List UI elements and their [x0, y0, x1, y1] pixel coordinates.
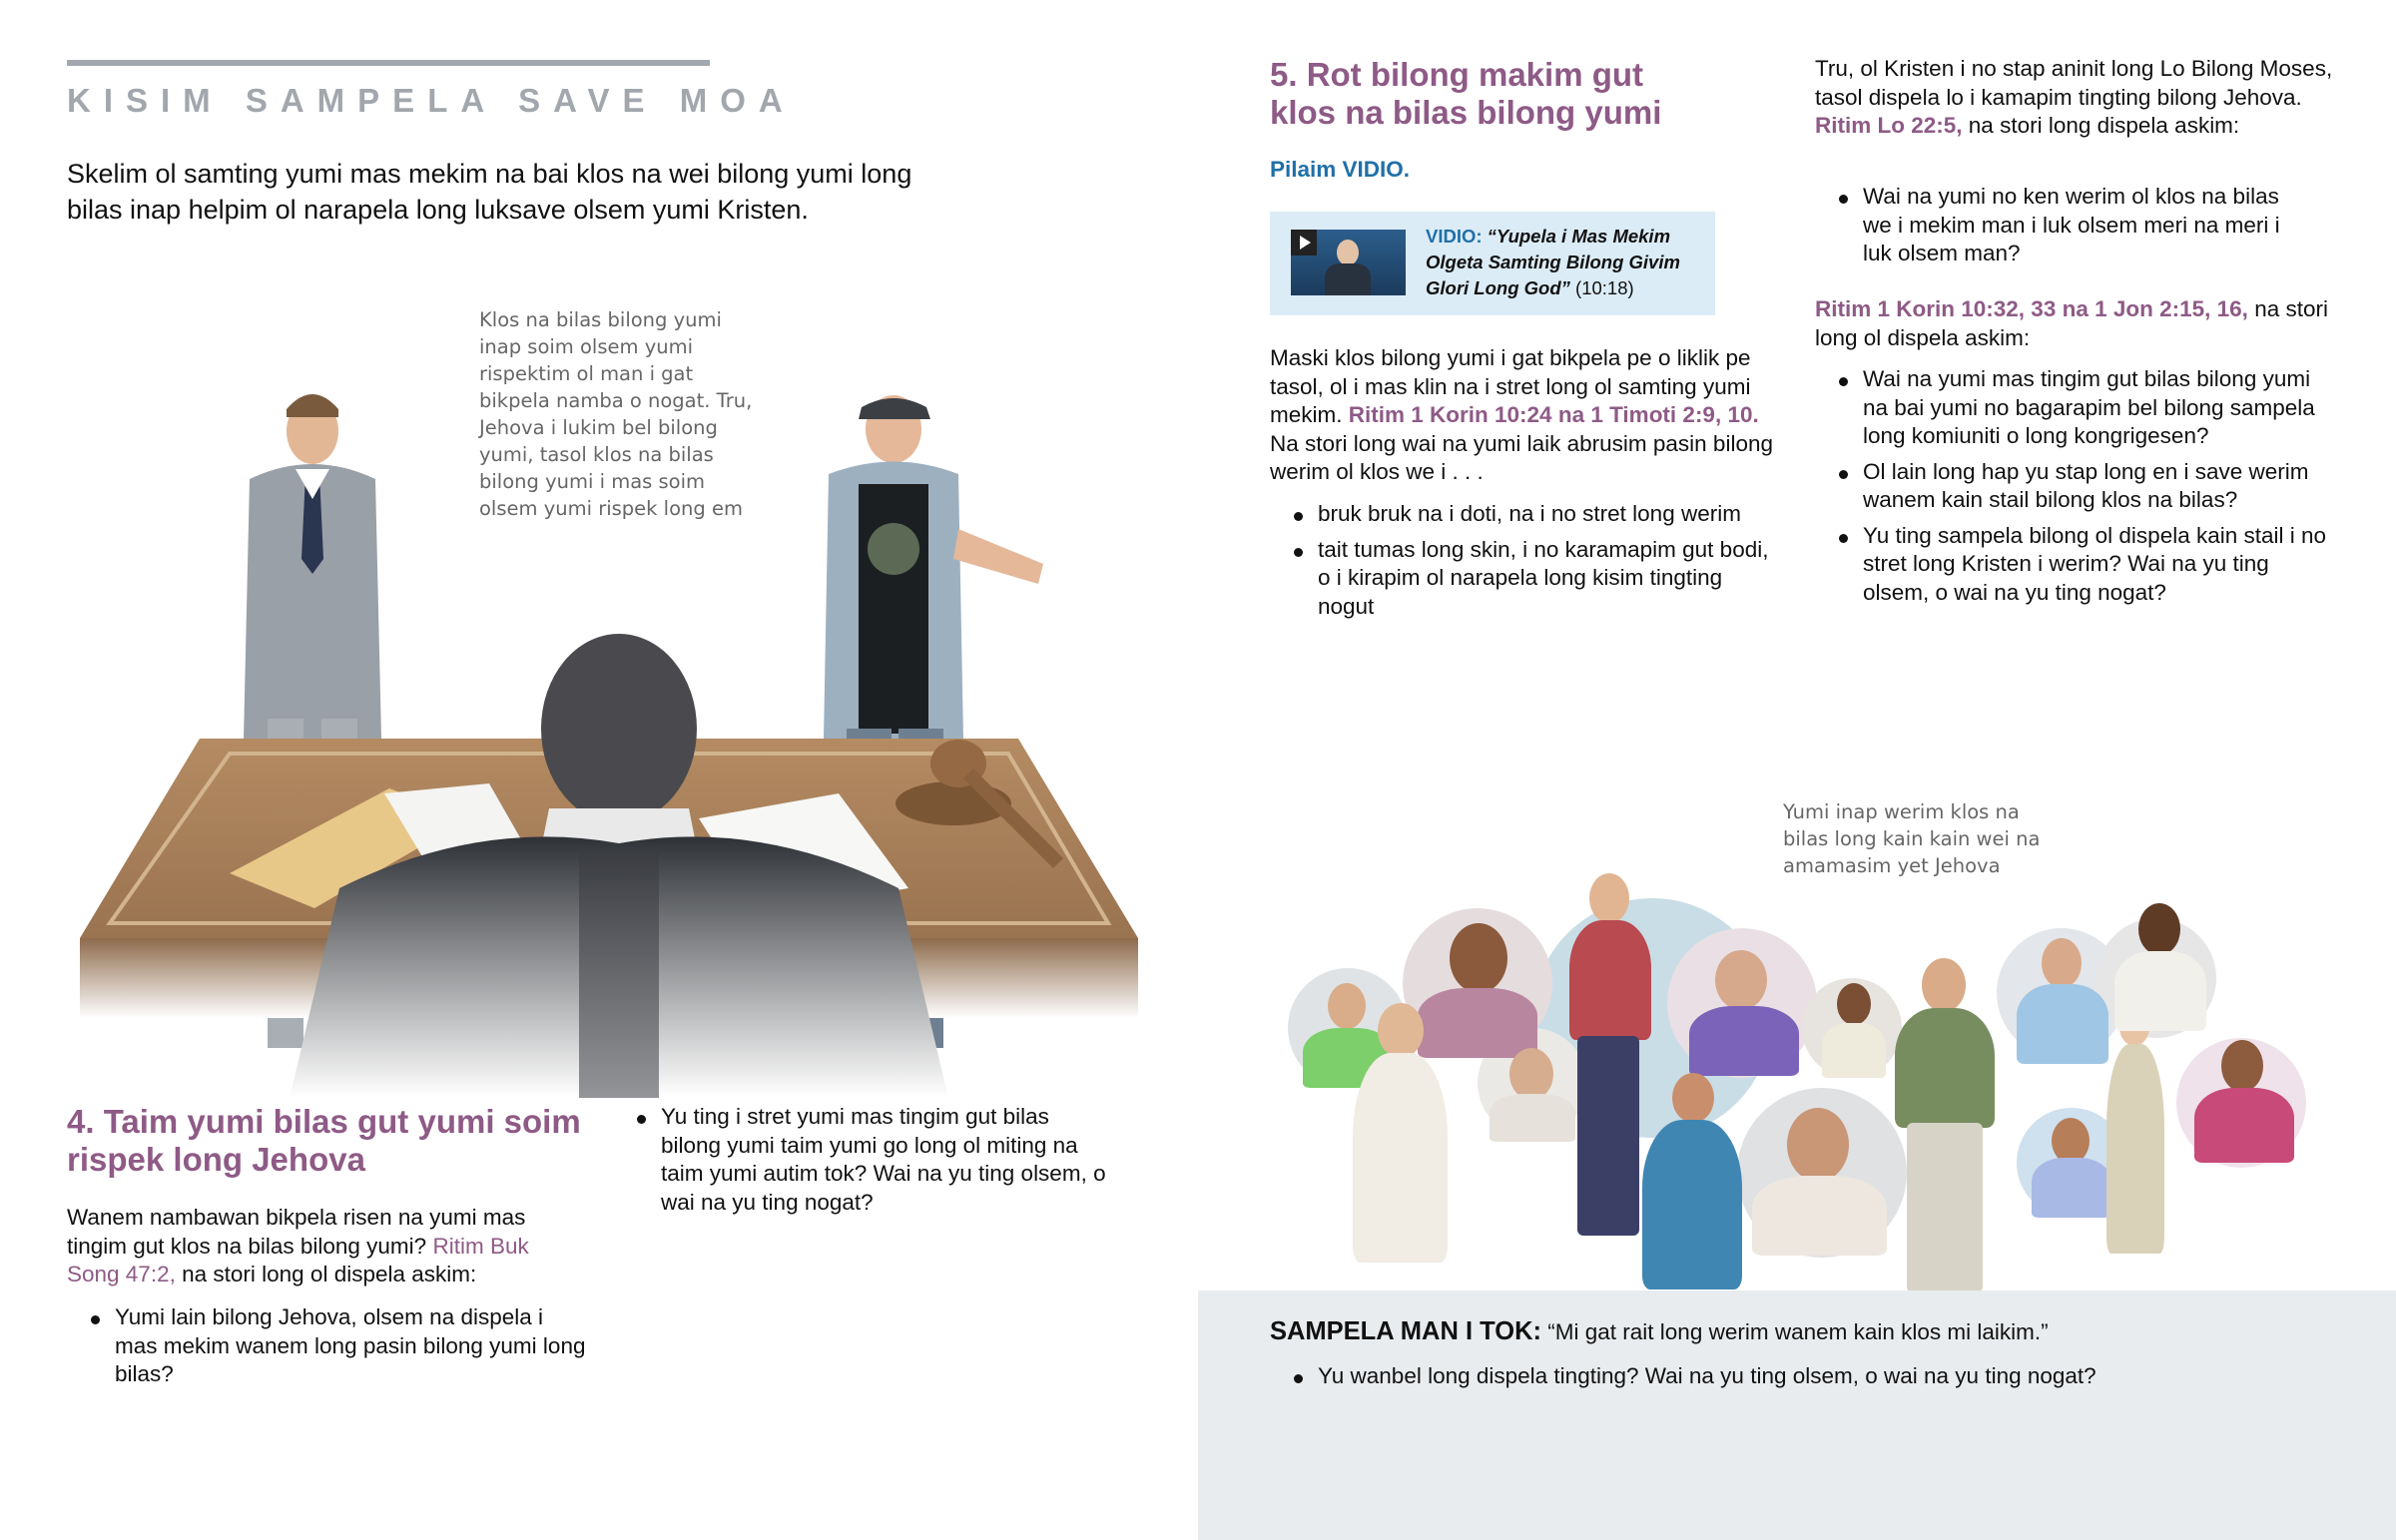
person — [1589, 873, 1629, 923]
person — [1787, 1108, 1849, 1182]
section5-paragraph1 — [1270, 344, 1775, 487]
person — [2138, 903, 2180, 955]
section5-scripture-ref3[interactable]: Ritim 1 Korin 10:32, 33 na 1 Jon 2:15, 16, — [1815, 296, 2248, 321]
person — [2106, 1044, 2164, 1254]
person — [2221, 1040, 2263, 1092]
person — [1642, 1120, 1742, 1289]
list-item: tait tumas long skin, i no karamapim gut bodi, o i kirapim ol narapela long kisim tingting nogut — [1270, 536, 1775, 622]
person — [2114, 951, 2206, 1031]
people-illustration — [1278, 858, 2326, 1292]
section4-questions-right — [613, 1103, 1112, 1217]
person — [1907, 1123, 1983, 1292]
person — [1353, 1053, 1448, 1263]
section4-scripture-ref[interactable]: Ritim Buk Song 47:2, — [67, 1233, 529, 1286]
play-icon[interactable] — [1291, 230, 1317, 256]
section-kicker: KISIM SAMPELA SAVE MOA — [67, 82, 796, 119]
play-video-instruction: Pilaim VIDIO. — [1270, 157, 1411, 182]
person — [1689, 1006, 1799, 1076]
list-item: Yu ting i stret yumi mas tingim gut bilas bilong yumi taim yumi go long ol miting na taim yumi autim tok? Wai na yu ting olsem, o wai na yu ting nogat? — [613, 1103, 1112, 1217]
person — [1922, 958, 1966, 1012]
section5-paragraph1-text-end: Na stori long wai na yumi laik abrusim pasin bilong werim ol klos we i . . . — [1270, 430, 1773, 484]
list-item: Wai na yumi no ken werim ol klos na bilas we i mekim man i luk olsem meri na meri i luk olsem man? — [1815, 183, 2284, 268]
section5-paragraph1-text: Maski klos bilong yumi i gat bikpela pe o liklik pe tasol, ol i mas klin na i stret long ol samting yumi mekim. — [1270, 345, 1751, 427]
list-item: Wai na yumi mas tingim gut bilas bilong yumi na bai yumi no bagarapim bel bilong sampela long komiuniti o long kongrigesen? — [1815, 365, 2334, 451]
video-thumbnail[interactable] — [1291, 230, 1406, 295]
list-item: Ol lain long hap yu stap long en i save werim wanem kain stail bilong klos na bilas? — [1815, 458, 2334, 515]
example-label: SAMPELA MAN I TOK: — [1270, 1317, 1541, 1345]
section5-list1 — [1270, 500, 1775, 621]
person — [1837, 983, 1871, 1025]
person — [2042, 938, 2082, 988]
person — [1895, 1008, 1995, 1128]
video-duration: (10:18) — [1575, 277, 1634, 298]
section5-scripture-ref2[interactable]: Ritim Lo 22:5, — [1815, 113, 1963, 138]
video-info — [1426, 224, 1705, 301]
example-questions — [1270, 1362, 2368, 1391]
section4-paragraph — [67, 1204, 586, 1289]
example-statement — [1270, 1316, 2368, 1347]
section5-paragraph2-text-end: na stori long dispela askim: — [1968, 113, 2240, 138]
person — [1672, 1073, 1714, 1123]
section4-paragraph-text-end: na stori long ol dispela askim: — [182, 1262, 477, 1286]
section5-scripture-ref1[interactable]: Ritim 1 Korin 10:24 na 1 Timoti 2:9, 10. — [1348, 402, 1759, 427]
section4-questions-left — [67, 1303, 586, 1389]
intro-text: Skelim ol samting yumi mas mekim na bai klos na wei bilong yumi long bilas inap helpim ol narapela long luksave olsem yumi Kristen. — [67, 159, 912, 225]
person — [1715, 950, 1767, 1010]
person — [1569, 920, 1651, 1040]
list-item: bruk bruk na i doti, na i no stret long werim — [1270, 500, 1775, 529]
section5-list2 — [1815, 183, 2284, 268]
person — [1509, 1048, 1553, 1100]
list-item: Yu wanbel long dispela tingting? Wai na yu ting olsem, o wai na yu ting nogat? — [1270, 1362, 2368, 1391]
person — [1328, 983, 1366, 1029]
person — [1822, 1023, 1886, 1078]
court-caption: Klos na bilas bilong yumi inap soim olsem yumi rispektim ol man i gat bikpela namba o nogat. Tru, Jehova i lukim bel bilong yumi, tasol klos na bilas bilong yumi i mas soim olsem yumi rispek long em — [479, 308, 753, 520]
video-label: VIDIO: — [1426, 226, 1483, 247]
person — [1752, 1176, 1887, 1256]
person — [2017, 984, 2108, 1064]
section4-paragraph-text: Wanem nambawan bikpela risen na yumi mas tingim gut klos na bilas bilong yumi? — [67, 1205, 526, 1259]
example-box — [1198, 1290, 2396, 1540]
people-caption: Yumi inap werim klos na bilas long kain kain wei na amamasim yet Jehova — [1783, 800, 2041, 877]
list-item: Yu ting sampela bilong ol dispela kain stail i no stret long Kristen i werim? Wai na yu ting olsem, o wai na yu ting nogat? — [1815, 522, 2334, 608]
video-title[interactable]: “Yupela i Mas Mekim Olgeta Samting Bilong Givim Glori Long God” — [1426, 226, 1680, 298]
person — [2032, 1158, 2111, 1218]
section5-paragraph3-text: na stori long ol dispela askim: — [1815, 296, 2328, 350]
video-card[interactable] — [1270, 212, 1715, 315]
person — [1418, 988, 1537, 1058]
section5-list3 — [1815, 365, 2334, 607]
section5-paragraph2-text: Tru, ol Kristen i no stap aninit long Lo Bilong Moses, tasol dispela lo i kamapim tingting bilong Jehova. — [1815, 56, 2333, 110]
section5-heading: 5. Rot bilong makim gut klos na bilas bilong yumi — [1270, 56, 1662, 131]
example-quote: “Mi gat rait long werim wanem kain klos mi laikim.” — [1547, 1319, 2049, 1344]
person — [1378, 1003, 1424, 1058]
speaker-head — [1337, 240, 1359, 265]
speaker-body — [1325, 263, 1371, 295]
person — [1490, 1094, 1575, 1142]
section4-heading: 4. Taim yumi bilas gut yumi soim rispek long Jehova — [67, 1103, 581, 1178]
person — [1577, 1036, 1639, 1236]
header-rule — [67, 60, 710, 66]
person — [1450, 923, 1507, 993]
section5-paragraph3 — [1815, 295, 2338, 352]
person — [2194, 1088, 2294, 1163]
list-item: Yumi lain bilong Jehova, olsem na dispela i mas mekim wanem long pasin bilong yumi long bilas? — [67, 1303, 586, 1389]
section5-paragraph2 — [1815, 55, 2338, 141]
